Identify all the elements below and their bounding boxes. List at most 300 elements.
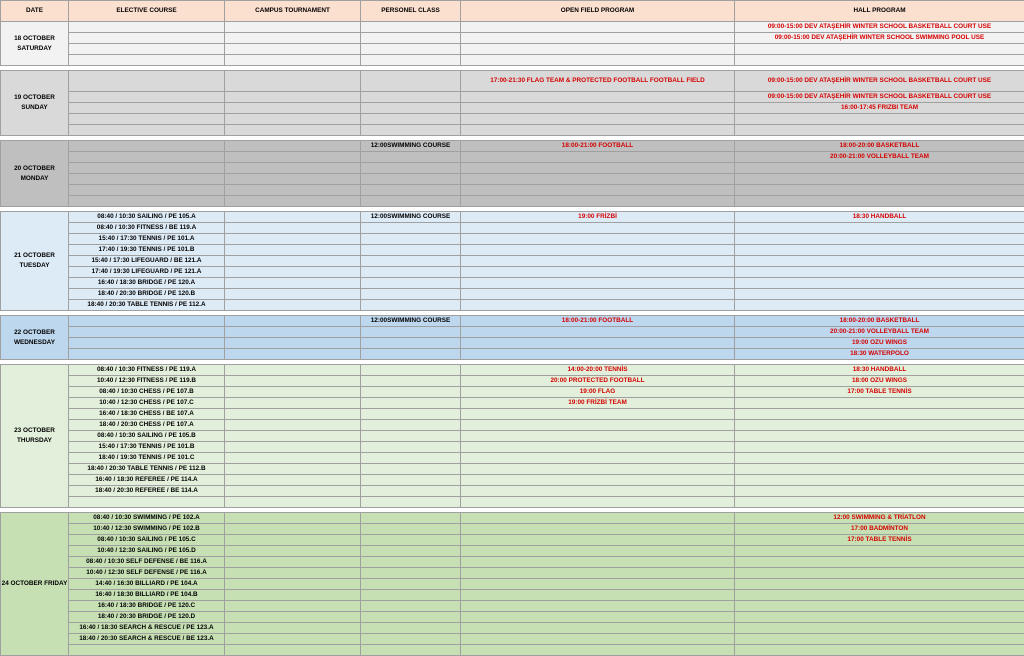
personel-class-cell: 12:00SWIMMING COURSE — [361, 316, 461, 327]
campus-tournament-cell — [225, 300, 361, 311]
campus-tournament-cell — [225, 278, 361, 289]
table-row — [1, 409, 1024, 420]
open-field-cell — [461, 590, 735, 601]
elective-course-cell: 10:40 / 12:30 FITNESS / PE 119.B — [69, 376, 225, 387]
hall-program-cell — [735, 398, 1024, 409]
table-row — [1, 398, 1024, 409]
open-field-cell — [461, 431, 735, 442]
hall-program-cell: 12:00 SWIMMING & TRİATLON — [735, 513, 1024, 524]
personel-class-cell — [361, 125, 461, 136]
hall-program-cell — [735, 409, 1024, 420]
campus-tournament-cell — [225, 152, 361, 163]
header-open-field-program: OPEN FIELD PROGRAM — [461, 1, 735, 22]
open-field-cell — [461, 513, 735, 524]
campus-tournament-cell — [225, 185, 361, 196]
elective-course-cell: 16:40 / 18:30 REFEREE / PE 114.A — [69, 475, 225, 486]
schedule-header — [1, 1, 1024, 22]
date-cell: 24 OCTOBER FRIDAY — [1, 513, 69, 656]
elective-course-cell — [69, 316, 225, 327]
hall-program-cell — [735, 174, 1024, 185]
open-field-cell — [461, 44, 735, 55]
open-field-cell: 19:00 FLAG — [461, 387, 735, 398]
open-field-cell: 18:00-21:00 FOOTBALL — [461, 316, 735, 327]
hall-program-cell — [735, 289, 1024, 300]
table-row — [1, 22, 1024, 33]
hall-program-cell — [735, 163, 1024, 174]
table-row — [1, 300, 1024, 311]
personel-class-cell — [361, 524, 461, 535]
hall-program-cell — [735, 497, 1024, 508]
personel-class-cell — [361, 601, 461, 612]
open-field-cell — [461, 174, 735, 185]
table-row — [1, 497, 1024, 508]
hall-program-cell: 19:00 OZU WINGS — [735, 338, 1024, 349]
campus-tournament-cell — [225, 163, 361, 174]
campus-tournament-cell — [225, 103, 361, 114]
campus-tournament-cell — [225, 475, 361, 486]
personel-class-cell — [361, 557, 461, 568]
hall-program-cell — [735, 256, 1024, 267]
elective-course-cell: 18:40 / 20:30 CHESS / PE 107.A — [69, 420, 225, 431]
table-row — [1, 623, 1024, 634]
open-field-cell: 20:00 PROTECTED FOOTBALL — [461, 376, 735, 387]
open-field-cell — [461, 289, 735, 300]
header-date: DATE — [1, 1, 69, 22]
personel-class-cell — [361, 185, 461, 196]
campus-tournament-cell — [225, 22, 361, 33]
personel-class-cell — [361, 234, 461, 245]
table-row — [1, 349, 1024, 360]
elective-course-cell: 08:40 / 10:30 SAILING / PE 105.C — [69, 535, 225, 546]
personel-class-cell — [361, 163, 461, 174]
table-row — [1, 103, 1024, 114]
date-cell: 18 OCTOBER SATURDAY — [1, 22, 69, 66]
open-field-cell — [461, 557, 735, 568]
personel-class-cell — [361, 92, 461, 103]
date-cell: 23 OCTOBER THURSDAY — [1, 365, 69, 508]
open-field-cell — [461, 475, 735, 486]
campus-tournament-cell — [225, 513, 361, 524]
open-field-cell — [461, 634, 735, 645]
hall-program-cell — [735, 196, 1024, 207]
hall-program-cell — [735, 568, 1024, 579]
table-row — [1, 590, 1024, 601]
personel-class-cell — [361, 387, 461, 398]
elective-course-cell: 14:40 / 16:30 BILLIARD / PE 104.A — [69, 579, 225, 590]
table-row — [1, 278, 1024, 289]
personel-class-cell — [361, 486, 461, 497]
personel-class-cell — [361, 278, 461, 289]
elective-course-cell — [69, 163, 225, 174]
hall-program-cell: 18:30 WATERPOLO — [735, 349, 1024, 360]
campus-tournament-cell — [225, 623, 361, 634]
hall-program-cell — [735, 267, 1024, 278]
elective-course-cell: 16:40 / 18:30 SEARCH & RESCUE / PE 123.A — [69, 623, 225, 634]
elective-course-cell: 17:40 / 19:30 TENNIS / PE 101.B — [69, 245, 225, 256]
elective-course-cell — [69, 185, 225, 196]
table-row — [1, 289, 1024, 300]
date-cell: 19 OCTOBER SUNDAY — [1, 71, 69, 136]
open-field-cell — [461, 92, 735, 103]
campus-tournament-cell — [225, 464, 361, 475]
table-row — [1, 55, 1024, 66]
campus-tournament-cell — [225, 44, 361, 55]
table-row — [1, 44, 1024, 55]
hall-program-cell — [735, 44, 1024, 55]
elective-course-cell: 08:40 / 10:30 FITNESS / PE 119.A — [69, 365, 225, 376]
open-field-cell — [461, 442, 735, 453]
date-cell: 22 OCTOBER WEDNESDAY — [1, 316, 69, 360]
hall-program-cell — [735, 223, 1024, 234]
table-row — [1, 114, 1024, 125]
header-hall-program: HALL PROGRAM — [735, 1, 1024, 22]
hall-program-cell: 09:00-15:00 DEV ATAŞEHİR WINTER SCHOOL SWIMMING POOL USE — [735, 33, 1024, 44]
campus-tournament-cell — [225, 316, 361, 327]
campus-tournament-cell — [225, 398, 361, 409]
personel-class-cell — [361, 513, 461, 524]
table-row — [1, 33, 1024, 44]
hall-program-cell: 09:00-15:00 DEV ATAŞEHİR WINTER SCHOOL BASKETBALL COURT USE — [735, 92, 1024, 103]
elective-course-cell: 18:40 / 20:30 BRIDGE / PE 120.D — [69, 612, 225, 623]
personel-class-cell — [361, 623, 461, 634]
campus-tournament-cell — [225, 327, 361, 338]
personel-class-cell — [361, 376, 461, 387]
personel-class-cell — [361, 22, 461, 33]
elective-course-cell: 15:40 / 17:30 TENNIS / PE 101.B — [69, 442, 225, 453]
elective-course-cell: 18:40 / 20:30 TABLE TENNIS / PE 112.A — [69, 300, 225, 311]
open-field-cell: 18:00-21:00 FOOTBALL — [461, 141, 735, 152]
personel-class-cell — [361, 71, 461, 92]
elective-course-cell — [69, 196, 225, 207]
campus-tournament-cell — [225, 125, 361, 136]
open-field-cell — [461, 300, 735, 311]
hall-program-cell — [735, 431, 1024, 442]
table-row — [1, 568, 1024, 579]
campus-tournament-cell — [225, 245, 361, 256]
personel-class-cell — [361, 55, 461, 66]
campus-tournament-cell — [225, 590, 361, 601]
hall-program-cell: 16:00-17:45 FRIZBI TEAM — [735, 103, 1024, 114]
table-row — [1, 535, 1024, 546]
campus-tournament-cell — [225, 92, 361, 103]
hall-program-cell — [735, 125, 1024, 136]
schedule-body — [1, 22, 1024, 656]
personel-class-cell — [361, 300, 461, 311]
elective-course-cell: 10:40 / 12:30 SWIMMING / PE 102.B — [69, 524, 225, 535]
personel-class-cell — [361, 420, 461, 431]
open-field-cell — [461, 497, 735, 508]
elective-course-cell: 10:40 / 12:30 CHESS / PE 107.C — [69, 398, 225, 409]
table-row — [1, 612, 1024, 623]
table-row — [1, 579, 1024, 590]
personel-class-cell — [361, 289, 461, 300]
table-row — [1, 601, 1024, 612]
personel-class-cell — [361, 546, 461, 557]
campus-tournament-cell — [225, 442, 361, 453]
table-row — [1, 486, 1024, 497]
hall-program-cell: 17:00 TABLE TENNİS — [735, 535, 1024, 546]
hall-program-cell — [735, 601, 1024, 612]
table-row — [1, 420, 1024, 431]
campus-tournament-cell — [225, 71, 361, 92]
campus-tournament-cell — [225, 546, 361, 557]
hall-program-cell — [735, 634, 1024, 645]
table-row — [1, 152, 1024, 163]
hall-program-cell — [735, 453, 1024, 464]
campus-tournament-cell — [225, 409, 361, 420]
personel-class-cell — [361, 103, 461, 114]
elective-course-cell: 08:40 / 10:30 CHESS / PE 107.B — [69, 387, 225, 398]
campus-tournament-cell — [225, 174, 361, 185]
date-cell: 21 OCTOBER TUESDAY — [1, 212, 69, 311]
open-field-cell — [461, 103, 735, 114]
open-field-cell — [461, 245, 735, 256]
campus-tournament-cell — [225, 55, 361, 66]
header-campus-tournament: CAMPUS TOURNAMENT — [225, 1, 361, 22]
table-row — [1, 141, 1024, 152]
table-row — [1, 634, 1024, 645]
campus-tournament-cell — [225, 579, 361, 590]
campus-tournament-cell — [225, 497, 361, 508]
elective-course-cell — [69, 125, 225, 136]
personel-class-cell — [361, 327, 461, 338]
table-row — [1, 442, 1024, 453]
campus-tournament-cell — [225, 431, 361, 442]
table-row — [1, 71, 1024, 92]
hall-program-cell: 17:00 BADMİNTON — [735, 524, 1024, 535]
elective-course-cell — [69, 22, 225, 33]
personel-class-cell — [361, 338, 461, 349]
personel-class-cell — [361, 464, 461, 475]
open-field-cell — [461, 568, 735, 579]
hall-program-cell — [735, 300, 1024, 311]
hall-program-cell — [735, 623, 1024, 634]
hall-program-cell — [735, 645, 1024, 656]
hall-program-cell — [735, 185, 1024, 196]
elective-course-cell: 15:40 / 17:30 TENNIS / PE 101.A — [69, 234, 225, 245]
personel-class-cell: 12:00SWIMMING COURSE — [361, 212, 461, 223]
elective-course-cell: 17:40 / 19:30 LIFEGUARD / PE 121.A — [69, 267, 225, 278]
personel-class-cell — [361, 497, 461, 508]
header-elective-course: ELECTIVE COURSE — [69, 1, 225, 22]
elective-course-cell: 08:40 / 10:30 SAILING / PE 105.A — [69, 212, 225, 223]
open-field-cell — [461, 338, 735, 349]
personel-class-cell — [361, 256, 461, 267]
elective-course-cell: 18:40 / 20:30 REFEREE / BE 114.A — [69, 486, 225, 497]
personel-class-cell — [361, 442, 461, 453]
table-row — [1, 163, 1024, 174]
campus-tournament-cell — [225, 535, 361, 546]
hall-program-cell: 09:00-15:00 DEV ATAŞEHİR WINTER SCHOOL BASKETBALL COURT USE — [735, 22, 1024, 33]
open-field-cell — [461, 486, 735, 497]
hall-program-cell — [735, 557, 1024, 568]
open-field-cell — [461, 234, 735, 245]
table-row — [1, 267, 1024, 278]
table-row — [1, 645, 1024, 656]
elective-course-cell: 10:40 / 12:30 SELF DEFENSE / PE 116.A — [69, 568, 225, 579]
elective-course-cell — [69, 103, 225, 114]
hall-program-cell: 18:00 OZU WINGS — [735, 376, 1024, 387]
campus-tournament-cell — [225, 289, 361, 300]
personel-class-cell — [361, 645, 461, 656]
hall-program-cell — [735, 464, 1024, 475]
campus-tournament-cell — [225, 420, 361, 431]
campus-tournament-cell — [225, 349, 361, 360]
table-row — [1, 557, 1024, 568]
hall-program-cell — [735, 579, 1024, 590]
elective-course-cell: 18:40 / 20:30 BRIDGE / PE 120.B — [69, 289, 225, 300]
elective-course-cell: 08:40 / 10:30 SELF DEFENSE / BE 116.A — [69, 557, 225, 568]
hall-program-cell — [735, 590, 1024, 601]
open-field-cell — [461, 114, 735, 125]
open-field-cell: 19:00 FRİZBİ TEAM — [461, 398, 735, 409]
campus-tournament-cell — [225, 256, 361, 267]
campus-tournament-cell — [225, 486, 361, 497]
campus-tournament-cell — [225, 387, 361, 398]
elective-course-cell: 15:40 / 17:30 LIFEGUARD / BE 121.A — [69, 256, 225, 267]
open-field-cell: 19:00 FRİZBİ — [461, 212, 735, 223]
table-row — [1, 196, 1024, 207]
hall-program-cell — [735, 612, 1024, 623]
campus-tournament-cell — [225, 601, 361, 612]
open-field-cell — [461, 601, 735, 612]
personel-class-cell — [361, 579, 461, 590]
campus-tournament-cell — [225, 634, 361, 645]
open-field-cell — [461, 546, 735, 557]
open-field-cell — [461, 524, 735, 535]
elective-course-cell — [69, 55, 225, 66]
table-row — [1, 524, 1024, 535]
hall-program-cell: 18:30 HANDBALL — [735, 365, 1024, 376]
personel-class-cell — [361, 44, 461, 55]
hall-program-cell — [735, 486, 1024, 497]
table-row — [1, 338, 1024, 349]
personel-class-cell — [361, 409, 461, 420]
open-field-cell — [461, 223, 735, 234]
personel-class-cell — [361, 475, 461, 486]
campus-tournament-cell — [225, 212, 361, 223]
campus-tournament-cell — [225, 141, 361, 152]
elective-course-cell — [69, 497, 225, 508]
hall-program-cell — [735, 55, 1024, 66]
open-field-cell — [461, 349, 735, 360]
open-field-cell — [461, 267, 735, 278]
table-row — [1, 453, 1024, 464]
open-field-cell — [461, 278, 735, 289]
table-row — [1, 234, 1024, 245]
campus-tournament-cell — [225, 645, 361, 656]
table-row — [1, 125, 1024, 136]
elective-course-cell: 16:40 / 18:30 BRIDGE / PE 120.A — [69, 278, 225, 289]
hall-program-cell — [735, 546, 1024, 557]
table-row — [1, 256, 1024, 267]
campus-tournament-cell — [225, 557, 361, 568]
table-row — [1, 316, 1024, 327]
personel-class-cell — [361, 196, 461, 207]
campus-tournament-cell — [225, 365, 361, 376]
personel-class-cell — [361, 267, 461, 278]
table-row — [1, 185, 1024, 196]
table-row — [1, 245, 1024, 256]
personel-class-cell: 12:00SWIMMING COURSE — [361, 141, 461, 152]
open-field-cell — [461, 196, 735, 207]
hall-program-cell — [735, 234, 1024, 245]
table-row — [1, 464, 1024, 475]
elective-course-cell — [69, 114, 225, 125]
table-row — [1, 92, 1024, 103]
hall-program-cell: 18:30 HANDBALL — [735, 212, 1024, 223]
elective-course-cell — [69, 152, 225, 163]
open-field-cell — [461, 22, 735, 33]
elective-course-cell: 18:40 / 20:30 TABLE TENNIS / PE 112.B — [69, 464, 225, 475]
elective-course-cell — [69, 71, 225, 92]
hall-program-cell: 17:00 TABLE TENNİS — [735, 387, 1024, 398]
hall-program-cell — [735, 420, 1024, 431]
personel-class-cell — [361, 535, 461, 546]
open-field-cell — [461, 256, 735, 267]
campus-tournament-cell — [225, 267, 361, 278]
elective-course-cell — [69, 92, 225, 103]
open-field-cell — [461, 453, 735, 464]
open-field-cell — [461, 327, 735, 338]
hall-program-cell — [735, 114, 1024, 125]
open-field-cell — [461, 464, 735, 475]
personel-class-cell — [361, 152, 461, 163]
open-field-cell — [461, 409, 735, 420]
personel-class-cell — [361, 612, 461, 623]
elective-course-cell: 08:40 / 10:30 SAILING / PE 105.B — [69, 431, 225, 442]
table-row — [1, 174, 1024, 185]
elective-course-cell: 08:40 / 10:30 SWIMMING / PE 102.A — [69, 513, 225, 524]
campus-tournament-cell — [225, 223, 361, 234]
table-row — [1, 387, 1024, 398]
open-field-cell — [461, 33, 735, 44]
campus-tournament-cell — [225, 338, 361, 349]
elective-course-cell — [69, 327, 225, 338]
personel-class-cell — [361, 174, 461, 185]
open-field-cell: 14:00-20:00 TENNİS — [461, 365, 735, 376]
personel-class-cell — [361, 453, 461, 464]
open-field-cell — [461, 152, 735, 163]
personel-class-cell — [361, 568, 461, 579]
table-row — [1, 431, 1024, 442]
elective-course-cell — [69, 141, 225, 152]
table-row — [1, 327, 1024, 338]
elective-course-cell — [69, 338, 225, 349]
campus-tournament-cell — [225, 568, 361, 579]
personel-class-cell — [361, 634, 461, 645]
open-field-cell — [461, 163, 735, 174]
open-field-cell — [461, 185, 735, 196]
elective-course-cell — [69, 645, 225, 656]
table-row — [1, 546, 1024, 557]
open-field-cell — [461, 535, 735, 546]
personel-class-cell — [361, 33, 461, 44]
open-field-cell — [461, 55, 735, 66]
campus-tournament-cell — [225, 234, 361, 245]
open-field-cell — [461, 645, 735, 656]
campus-tournament-cell — [225, 33, 361, 44]
campus-tournament-cell — [225, 376, 361, 387]
elective-course-cell: 08:40 / 10:30 FITNESS / BE 119.A — [69, 223, 225, 234]
campus-tournament-cell — [225, 612, 361, 623]
elective-course-cell: 18:40 / 19:30 TENNIS / PE 101.C — [69, 453, 225, 464]
table-row — [1, 376, 1024, 387]
hall-program-cell — [735, 245, 1024, 256]
hall-program-cell — [735, 475, 1024, 486]
table-row — [1, 212, 1024, 223]
personel-class-cell — [361, 245, 461, 256]
